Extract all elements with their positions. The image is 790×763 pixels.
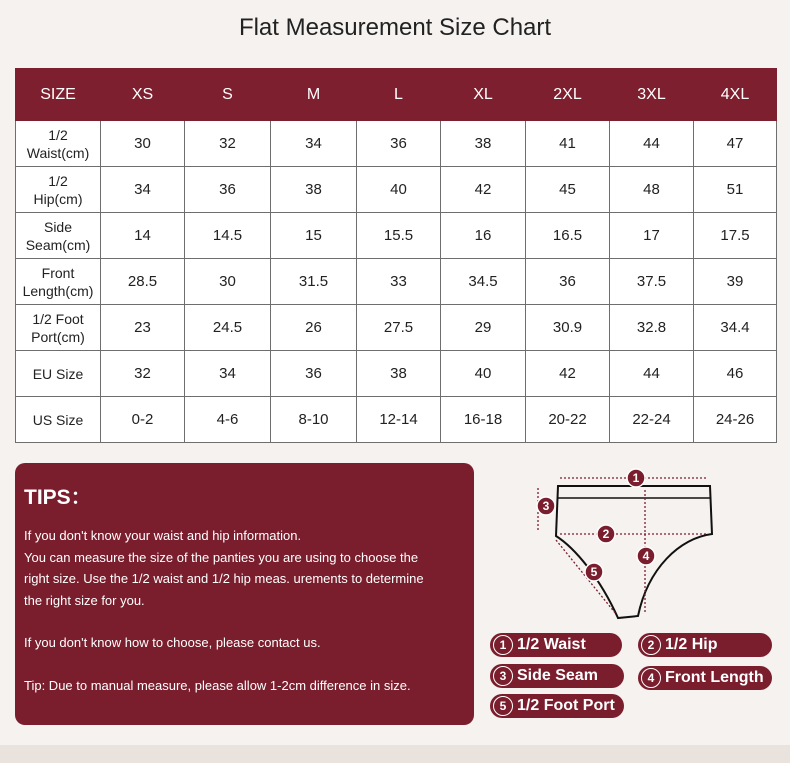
table-cell: 34.5: [441, 259, 526, 305]
table-cell: 17: [610, 213, 694, 259]
table-cell: 20-22: [526, 397, 610, 443]
table-cell: 22-24: [610, 397, 694, 443]
row-label-line: US Size: [32, 411, 84, 428]
table-cell: 23: [101, 305, 185, 351]
row-label: [16, 351, 101, 397]
table-cell: 46: [694, 351, 777, 397]
tips-body: [24, 525, 469, 696]
table-cell: 32: [101, 351, 185, 397]
row-label-line: Length(cm): [22, 282, 94, 299]
legend-waist: [490, 633, 622, 657]
table-cell: 30: [101, 121, 185, 167]
legend-label: 1/2 Hip: [665, 636, 718, 653]
table-cell: 33: [357, 259, 441, 305]
row-label: [16, 397, 101, 443]
table-cell: 40: [357, 167, 441, 213]
table-cell: 29: [441, 305, 526, 351]
column-header: XS: [101, 69, 185, 121]
row-label-line: Waist(cm): [26, 144, 90, 161]
table-cell: 30.9: [526, 305, 610, 351]
table-cell: 40: [441, 351, 526, 397]
table-cell: 36: [357, 121, 441, 167]
table-cell: 44: [610, 121, 694, 167]
table-cell: 28.5: [101, 259, 185, 305]
row-label-line: Seam(cm): [25, 236, 91, 253]
table-cell: 15.5: [357, 213, 441, 259]
table-cell: 14.5: [185, 213, 271, 259]
footer-strip: [0, 745, 790, 763]
table-cell: 38: [271, 167, 357, 213]
marker-label: 4: [642, 549, 650, 563]
table-cell: 16.5: [526, 213, 610, 259]
legend-hip: [638, 633, 772, 657]
tips-title: TIPS：: [24, 486, 92, 509]
number-1-icon: 1: [493, 635, 513, 655]
row-label-line: 1/2: [48, 126, 68, 143]
table-header-row: [16, 69, 777, 121]
marker-label: 5: [590, 565, 598, 579]
legend-label: Side Seam: [517, 667, 598, 684]
tips-panel: [15, 463, 474, 725]
tips-line: You can measure the size of the panties you are using to choose the: [24, 549, 419, 565]
number-4-icon: 4: [641, 668, 661, 688]
table-cell: 26: [271, 305, 357, 351]
tips-line: the right size for you.: [24, 592, 145, 608]
table-cell: 17.5: [694, 213, 777, 259]
row-label-line: EU Size: [32, 365, 84, 382]
table-cell: 45: [526, 167, 610, 213]
table-cell: 16: [441, 213, 526, 259]
table-cell: 31.5: [271, 259, 357, 305]
marker-label: 3: [542, 499, 550, 513]
column-header: 3XL: [610, 69, 694, 121]
row-label-line: 1/2 Foot: [32, 310, 84, 327]
legend-front-length: [638, 666, 772, 690]
size-chart-table: [15, 68, 777, 443]
table-cell: 16-18: [441, 397, 526, 443]
column-header: 4XL: [694, 69, 777, 121]
tips-line: If you don't know how to choose, please contact us.: [24, 635, 321, 650]
table-cell: 32: [185, 121, 271, 167]
table-cell: 30: [185, 259, 271, 305]
tips-line: If you don't know your waist and hip information.: [24, 528, 302, 543]
row-label-line: Front: [41, 264, 75, 281]
table-cell: 27.5: [357, 305, 441, 351]
column-header: L: [357, 69, 441, 121]
table-cell: 12-14: [357, 397, 441, 443]
table-cell: 8-10: [271, 397, 357, 443]
column-header: 2XL: [526, 69, 610, 121]
table-cell: 4-6: [185, 397, 271, 443]
column-header: M: [271, 69, 357, 121]
legend-label: 1/2 Waist: [517, 636, 586, 653]
table-cell: 42: [526, 351, 610, 397]
row-label-line: Hip(cm): [33, 190, 83, 207]
table-cell: 51: [694, 167, 777, 213]
table-row: [16, 305, 777, 351]
row-label-line: Side: [43, 218, 73, 235]
number-3-icon: 3: [493, 666, 513, 686]
table-row: [16, 121, 777, 167]
panty-measurement-diagram: [520, 468, 740, 623]
legend-label: 1/2 Foot Port: [517, 697, 615, 714]
table-cell: 36: [185, 167, 271, 213]
table-cell: 37.5: [610, 259, 694, 305]
table-row: [16, 167, 777, 213]
table-cell: 15: [271, 213, 357, 259]
page-title: Flat Measurement Size Chart: [238, 14, 552, 41]
marker-label: 2: [602, 527, 610, 541]
table-cell: 48: [610, 167, 694, 213]
table-cell: 24-26: [694, 397, 777, 443]
column-header: XL: [441, 69, 526, 121]
row-label: [16, 259, 101, 305]
row-label: [16, 305, 101, 351]
tips-line: Tip: Due to manual measure, please allow 1-2cm difference in size.: [24, 677, 411, 693]
table-cell: 36: [271, 351, 357, 397]
table-cell: 0-2: [101, 397, 185, 443]
table-cell: 36: [526, 259, 610, 305]
row-label: [16, 121, 101, 167]
table-cell: 24.5: [185, 305, 271, 351]
table-cell: 34: [101, 167, 185, 213]
panty-outline: [556, 486, 712, 618]
legend-label: Front Length: [665, 669, 764, 686]
table-row: [16, 397, 777, 443]
table-cell: 34.4: [694, 305, 777, 351]
table-row: [16, 259, 777, 305]
legend-foot-port: [490, 694, 624, 718]
table-cell: 32.8: [610, 305, 694, 351]
table-cell: 38: [357, 351, 441, 397]
column-header: S: [185, 69, 271, 121]
marker-label: 1: [632, 471, 640, 485]
table-cell: 38: [441, 121, 526, 167]
number-2-icon: 2: [641, 635, 661, 655]
row-label: [16, 213, 101, 259]
table-cell: 44: [610, 351, 694, 397]
table-cell: 42: [441, 167, 526, 213]
legend-side-seam: [490, 664, 624, 688]
table-cell: 34: [185, 351, 271, 397]
table-row: [16, 351, 777, 397]
row-label-line: Port(cm): [31, 328, 85, 345]
table-cell: 47: [694, 121, 777, 167]
table-cell: 14: [101, 213, 185, 259]
table-cell: 34: [271, 121, 357, 167]
table-cell: 39: [694, 259, 777, 305]
column-header: SIZE: [16, 69, 101, 121]
tips-line: right size. Use the 1/2 waist and 1/2 hip meas. urements to determine: [24, 571, 424, 586]
row-label-line: 1/2: [48, 172, 68, 189]
table-cell: 41: [526, 121, 610, 167]
table-row: [16, 213, 777, 259]
row-label: [16, 167, 101, 213]
number-5-icon: 5: [493, 696, 513, 716]
